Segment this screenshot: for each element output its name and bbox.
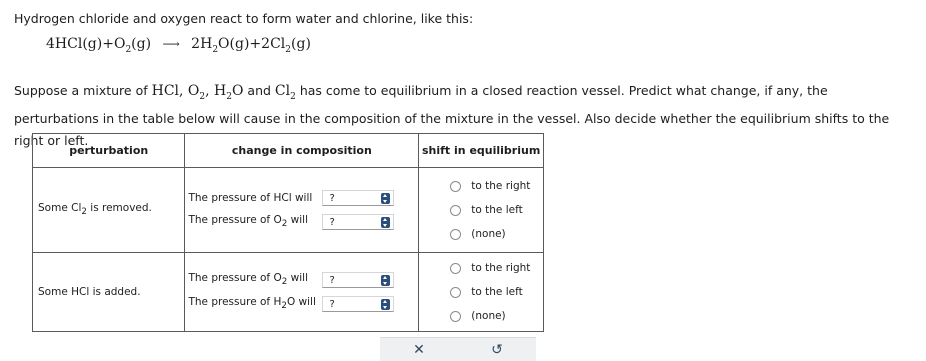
clear-icon[interactable]: ✕ xyxy=(413,341,425,358)
h2o-pressure-select[interactable]: ? xyxy=(322,296,394,312)
change-cell xyxy=(185,168,419,253)
radio-icon[interactable] xyxy=(450,263,461,274)
perturbation-table xyxy=(32,133,544,332)
perturbation-cell: Some $Cl_2$ is removed. xyxy=(33,168,185,253)
answer-toolbar xyxy=(380,337,536,361)
change-cell xyxy=(185,253,419,332)
shift-cell xyxy=(419,168,544,253)
radio-option-none[interactable]: (none) xyxy=(419,304,543,328)
intro-text: Hydrogen chloride and oxygen react to form water and chlorine, like this: xyxy=(14,11,474,26)
radio-icon[interactable] xyxy=(450,205,461,216)
table-row xyxy=(33,168,544,253)
o2-pressure-select[interactable]: ? xyxy=(322,214,394,230)
perturbation-cell: Some HCl is added. xyxy=(33,253,185,332)
dropdown-icon xyxy=(381,217,390,228)
radio-option-left[interactable]: to the left xyxy=(419,198,543,222)
question-text: Suppose a mixture of HCl, $O_2$, $H_2O$ and $Cl_2$ has come to equilibrium in a closed reaction vessel. Predict what change, if any, the perturbations in the table below will cause in the composition of the mixture in the vessel. Also decide whether the equilibrium shifts to the right or left. xyxy=(14,83,890,148)
change-label: The pressure of $H_2O$ will xyxy=(188,296,316,312)
table-row xyxy=(33,253,544,332)
radio-option-right[interactable]: to the right xyxy=(419,174,543,198)
radio-option-left[interactable]: to the left xyxy=(419,280,543,304)
change-label: The pressure of $O_2$ will xyxy=(188,272,308,288)
dropdown-icon xyxy=(381,275,390,286)
header-shift: shift in equilibrium xyxy=(419,134,544,168)
dropdown-icon xyxy=(381,193,390,204)
radio-icon[interactable] xyxy=(450,287,461,298)
radio-option-none[interactable]: (none) xyxy=(419,222,543,246)
radio-option-right[interactable]: to the right xyxy=(419,256,543,280)
header-perturbation: perturbation xyxy=(33,134,185,168)
o2-pressure-select[interactable]: ? xyxy=(322,272,394,288)
change-label: The pressure of HCl will xyxy=(188,192,313,204)
change-label: The pressure of $O_2$ will xyxy=(188,214,308,230)
shift-cell xyxy=(419,253,544,332)
radio-icon[interactable] xyxy=(450,181,461,192)
chemical-equation: $4HCl(g)+O_2(g)$ ⟶ $2H_2O(g)+2Cl_2(g)$ xyxy=(46,36,311,55)
radio-icon[interactable] xyxy=(450,229,461,240)
header-change: change in composition xyxy=(185,134,419,168)
dropdown-icon xyxy=(381,299,390,310)
reaction-arrow-icon: ⟶ xyxy=(162,37,180,51)
hcl-pressure-select[interactable]: ? xyxy=(322,190,394,206)
radio-icon[interactable] xyxy=(450,311,461,322)
undo-icon[interactable]: ↺ xyxy=(491,341,503,358)
